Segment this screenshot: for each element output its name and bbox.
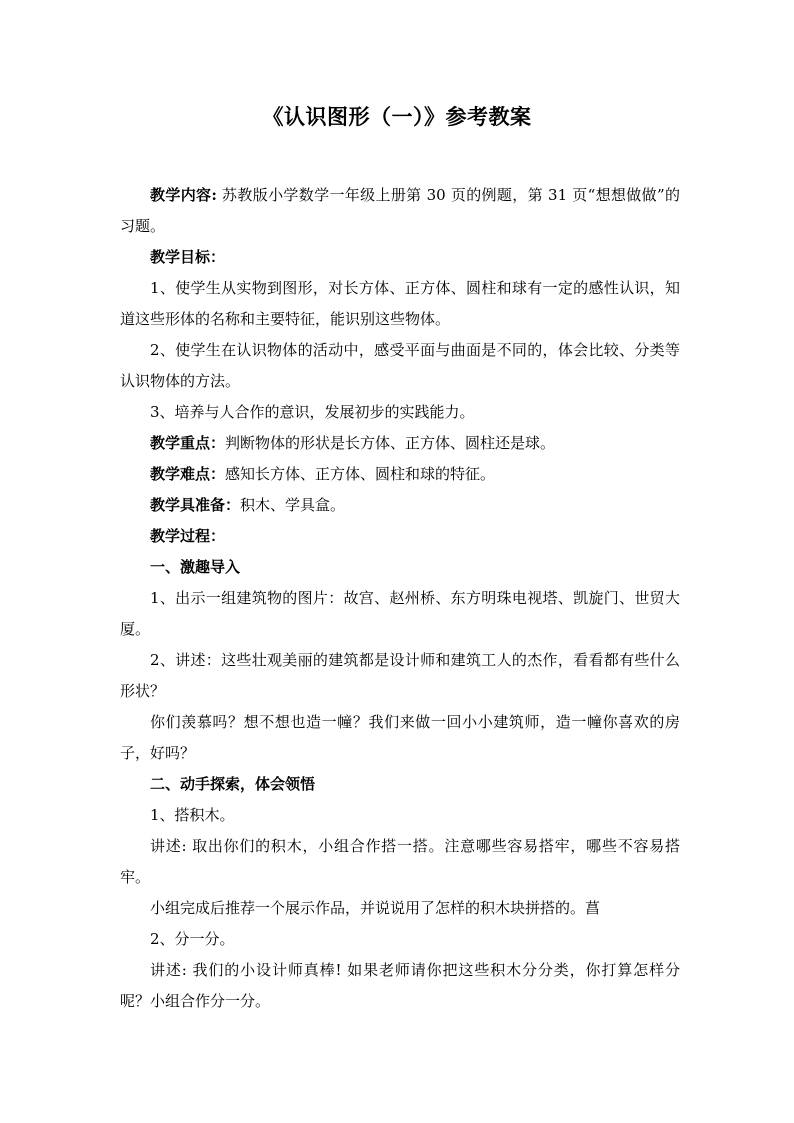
section1-paragraph-1: 1、出示一组建筑物的图片：故宫、赵州桥、东方明珠电视塔、凯旋门、世贸大厦。 bbox=[120, 589, 680, 638]
document-body bbox=[120, 180, 680, 1017]
section2-heading: 二、动手探索，体会领悟 bbox=[150, 775, 316, 793]
section2-paragraph-2: 讲述: 取出你们的积木，小组合作搭一搭。注意哪些容易搭牢，哪些不容易搭牢。 bbox=[120, 837, 680, 886]
difficulty-paragraph bbox=[120, 459, 680, 490]
section1-paragraph-3: 你们羡慕吗？想不想也造一幢？我们来做一回小小建筑师，造一幢你喜欢的房子，好吗？ bbox=[120, 713, 680, 762]
section2-paragraph-5: 讲述: 我们的小设计师真棒! 如果老师请你把这些积木分分类，你打算怎样分呢？小组合作分一分。 bbox=[120, 961, 680, 1010]
section2-paragraph-1: 1、搭积木。 bbox=[150, 806, 235, 824]
section2-paragraph-4: 2、分一分。 bbox=[150, 930, 235, 948]
objectives-label: 教学目标： bbox=[150, 248, 226, 266]
key-point-label: 教学重点： bbox=[150, 434, 226, 452]
objective-item-3: 3、培养与人合作的意识，发展初步的实践能力。 bbox=[150, 403, 475, 421]
content-paragraph bbox=[120, 180, 680, 242]
section1-paragraph-2: 2、讲述：这些壮观美丽的建筑都是设计师和建筑工人的杰作，看看都有些什么形状？ bbox=[120, 651, 680, 700]
key-point-text: 判断物体的形状是长方体、正方体、圆柱还是球。 bbox=[225, 434, 556, 452]
difficulty-text: 感知长方体、正方体、圆柱和球的特征。 bbox=[225, 465, 496, 483]
section2-paragraph-3: 小组完成后推荐一个展示作品，并说说用了怎样的积木块拼搭的。菖 bbox=[150, 899, 601, 917]
process-label: 教学过程： bbox=[150, 527, 226, 545]
difficulty-label: 教学难点： bbox=[150, 465, 226, 483]
objective-item-2: 2、使学生在认识物体的活动中，感受平面与曲面是不同的，体会比较、分类等认识物体的方法。 bbox=[120, 341, 680, 390]
materials-paragraph bbox=[120, 490, 680, 521]
objective-item-1: 1、使学生从实物到图形，对长方体、正方体、圆柱和球有一定的感性认识，知道这些形体的名称和主要特征，能识别这些物体。 bbox=[120, 279, 680, 328]
content-text: 苏教版小学数学一年级上册第 30 页的例题，第 31 页“想想做做”的习题。 bbox=[120, 186, 680, 235]
content-label: 教学内容: bbox=[150, 186, 217, 204]
key-point-paragraph bbox=[120, 428, 680, 459]
document-title: 《认识图形（一）》参考教案 bbox=[262, 104, 532, 129]
materials-text: 积木、学具盒。 bbox=[240, 496, 346, 514]
section1-heading: 一、激趣导入 bbox=[150, 558, 241, 576]
materials-label: 教学具准备： bbox=[150, 496, 241, 514]
